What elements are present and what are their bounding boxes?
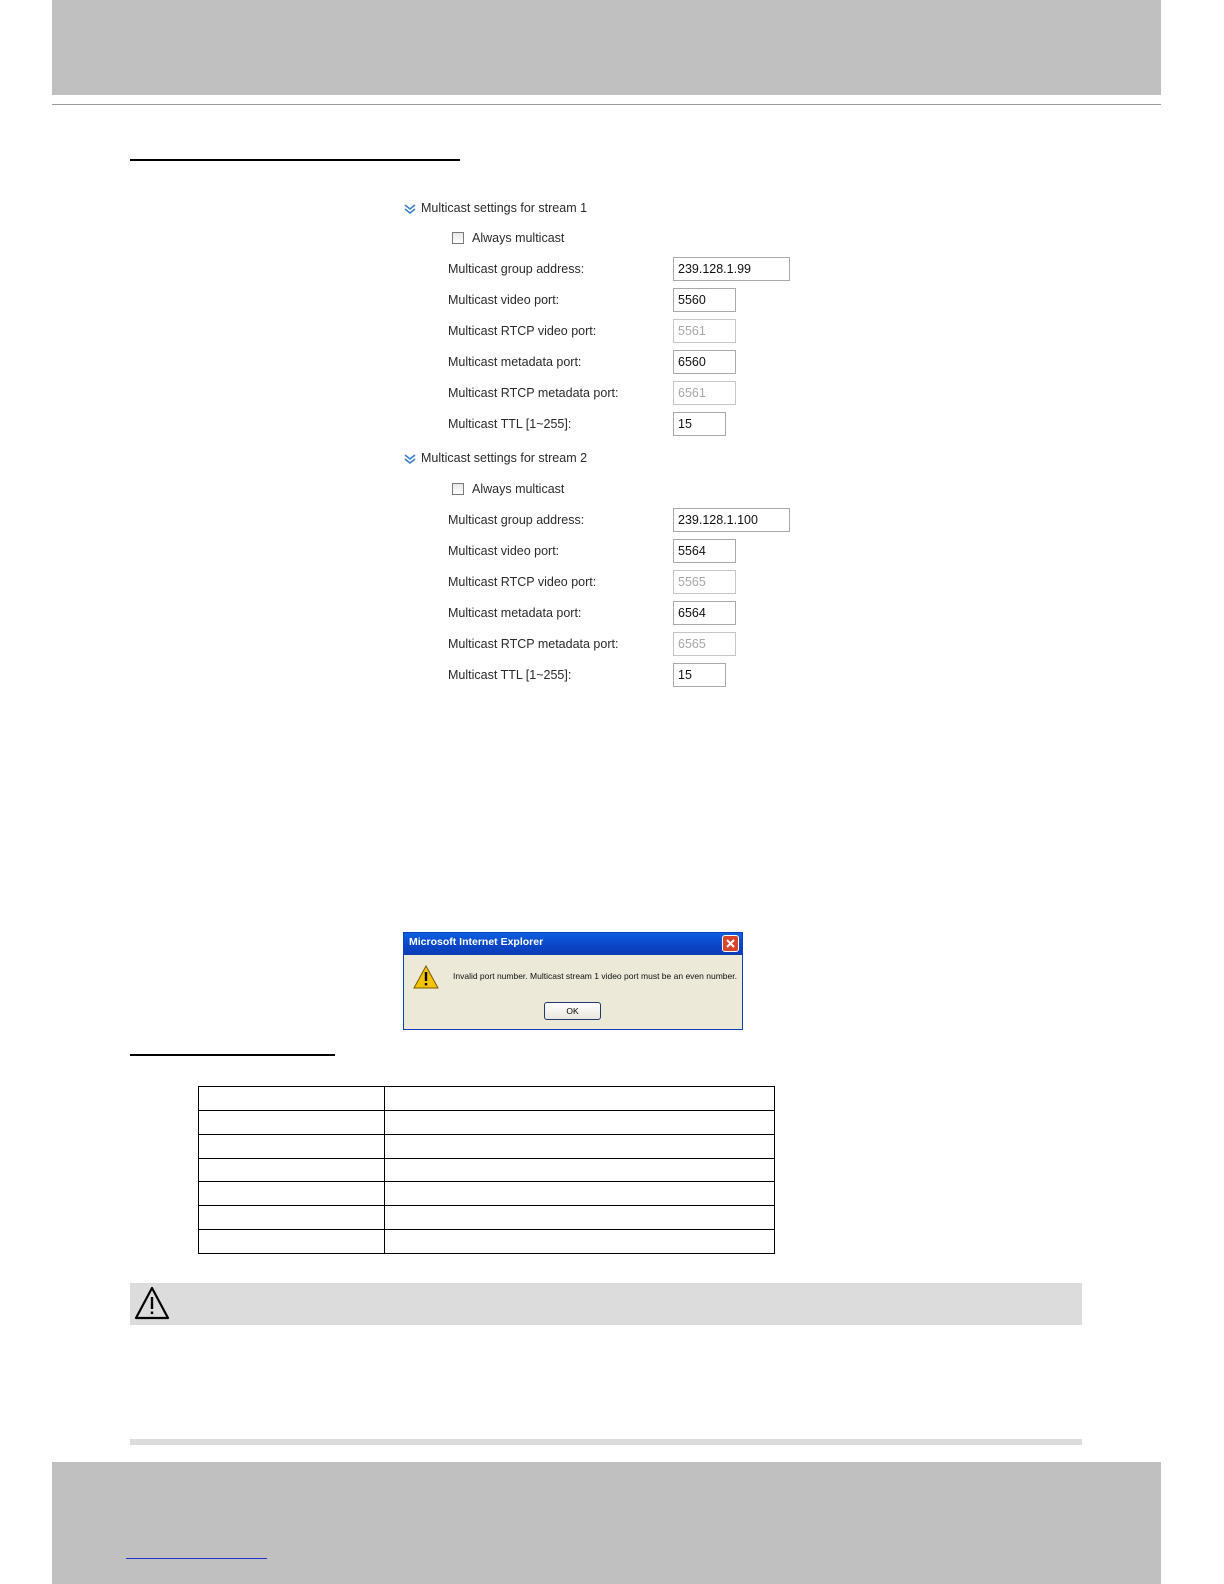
chevron-down-icon [404, 453, 416, 463]
header-divider [52, 104, 1161, 105]
ttl-label: Multicast TTL [1~255]: [448, 668, 572, 682]
ttl-input[interactable]: 15 [673, 663, 726, 687]
footer-divider [130, 1439, 1082, 1445]
stream2-header-label: Multicast settings for stream 2 [421, 451, 588, 465]
warning-icon [413, 965, 439, 994]
table-cell [199, 1110, 385, 1134]
rtcp-video-port-input: 5561 [673, 319, 736, 343]
table-row [199, 1182, 775, 1206]
stream1-section-header[interactable] [404, 199, 587, 217]
metadata-port-label: Multicast metadata port: [448, 606, 582, 620]
dialog-title: Microsoft Internet Explorer [409, 936, 544, 948]
table-row [199, 1134, 775, 1158]
rtcp-video-port-label: Multicast RTCP video port: [448, 324, 597, 338]
video-port-label: Multicast video port: [448, 293, 560, 307]
always-multicast-checkbox[interactable] [452, 232, 464, 244]
video-port-label: Multicast video port: [448, 544, 560, 558]
caution-note-bar [130, 1283, 1082, 1325]
dialog-titlebar [404, 933, 742, 955]
table-cell [199, 1087, 385, 1111]
group-address-label: Multicast group address: [448, 513, 585, 527]
table-row [199, 1230, 775, 1254]
table-cell [385, 1230, 775, 1254]
rtcp-video-port-input: 5565 [673, 570, 736, 594]
table-cell [199, 1134, 385, 1158]
footer-link-underline[interactable] [126, 1558, 267, 1559]
table-cell [385, 1158, 775, 1182]
rtcp-video-port-label: Multicast RTCP video port: [448, 575, 597, 589]
rtcp-metadata-port-label: Multicast RTCP metadata port: [448, 386, 619, 400]
group-address-input[interactable]: 239.128.1.99 [673, 257, 790, 281]
metadata-port-input[interactable]: 6564 [673, 601, 736, 625]
rtcp-metadata-port-input: 6565 [673, 632, 736, 656]
table-cell [385, 1182, 775, 1206]
stream2-always-multicast-row[interactable] [452, 480, 564, 498]
table-row [199, 1206, 775, 1230]
table-cell [385, 1110, 775, 1134]
stream1-header-label: Multicast settings for stream 1 [421, 201, 588, 215]
chevron-down-icon [404, 203, 416, 213]
table-row [199, 1110, 775, 1134]
section-heading-underline [130, 159, 460, 161]
ttl-input[interactable]: 15 [673, 412, 726, 436]
metadata-port-input[interactable]: 6560 [673, 350, 736, 374]
empty-table [198, 1086, 775, 1254]
page-header-band [52, 0, 1161, 95]
page-footer-band [52, 1462, 1161, 1584]
table-row [199, 1087, 775, 1111]
always-multicast-label: Always multicast [472, 482, 565, 496]
table-cell [199, 1182, 385, 1206]
always-multicast-label: Always multicast [472, 231, 565, 245]
table-cell [385, 1206, 775, 1230]
close-icon[interactable] [722, 935, 739, 952]
ok-button[interactable]: OK [544, 1002, 601, 1020]
rtcp-metadata-port-input: 6561 [673, 381, 736, 405]
table-cell [199, 1206, 385, 1230]
always-multicast-checkbox[interactable] [452, 483, 464, 495]
subheading-underline [130, 1054, 335, 1056]
table-cell [385, 1134, 775, 1158]
stream1-always-multicast-row[interactable] [452, 229, 564, 247]
rtcp-metadata-port-label: Multicast RTCP metadata port: [448, 637, 619, 651]
dialog-message: Invalid port number. Multicast stream 1 video port must be an even number. [453, 971, 737, 981]
ttl-label: Multicast TTL [1~255]: [448, 417, 572, 431]
table-cell [199, 1158, 385, 1182]
alert-dialog [403, 932, 743, 1030]
video-port-input[interactable]: 5560 [673, 288, 736, 312]
stream2-section-header[interactable] [404, 449, 587, 467]
metadata-port-label: Multicast metadata port: [448, 355, 582, 369]
video-port-input[interactable]: 5564 [673, 539, 736, 563]
table-cell [199, 1230, 385, 1254]
caution-icon [134, 1286, 170, 1325]
table-row [199, 1158, 775, 1182]
group-address-label: Multicast group address: [448, 262, 585, 276]
group-address-input[interactable]: 239.128.1.100 [673, 508, 790, 532]
table-cell [385, 1087, 775, 1111]
